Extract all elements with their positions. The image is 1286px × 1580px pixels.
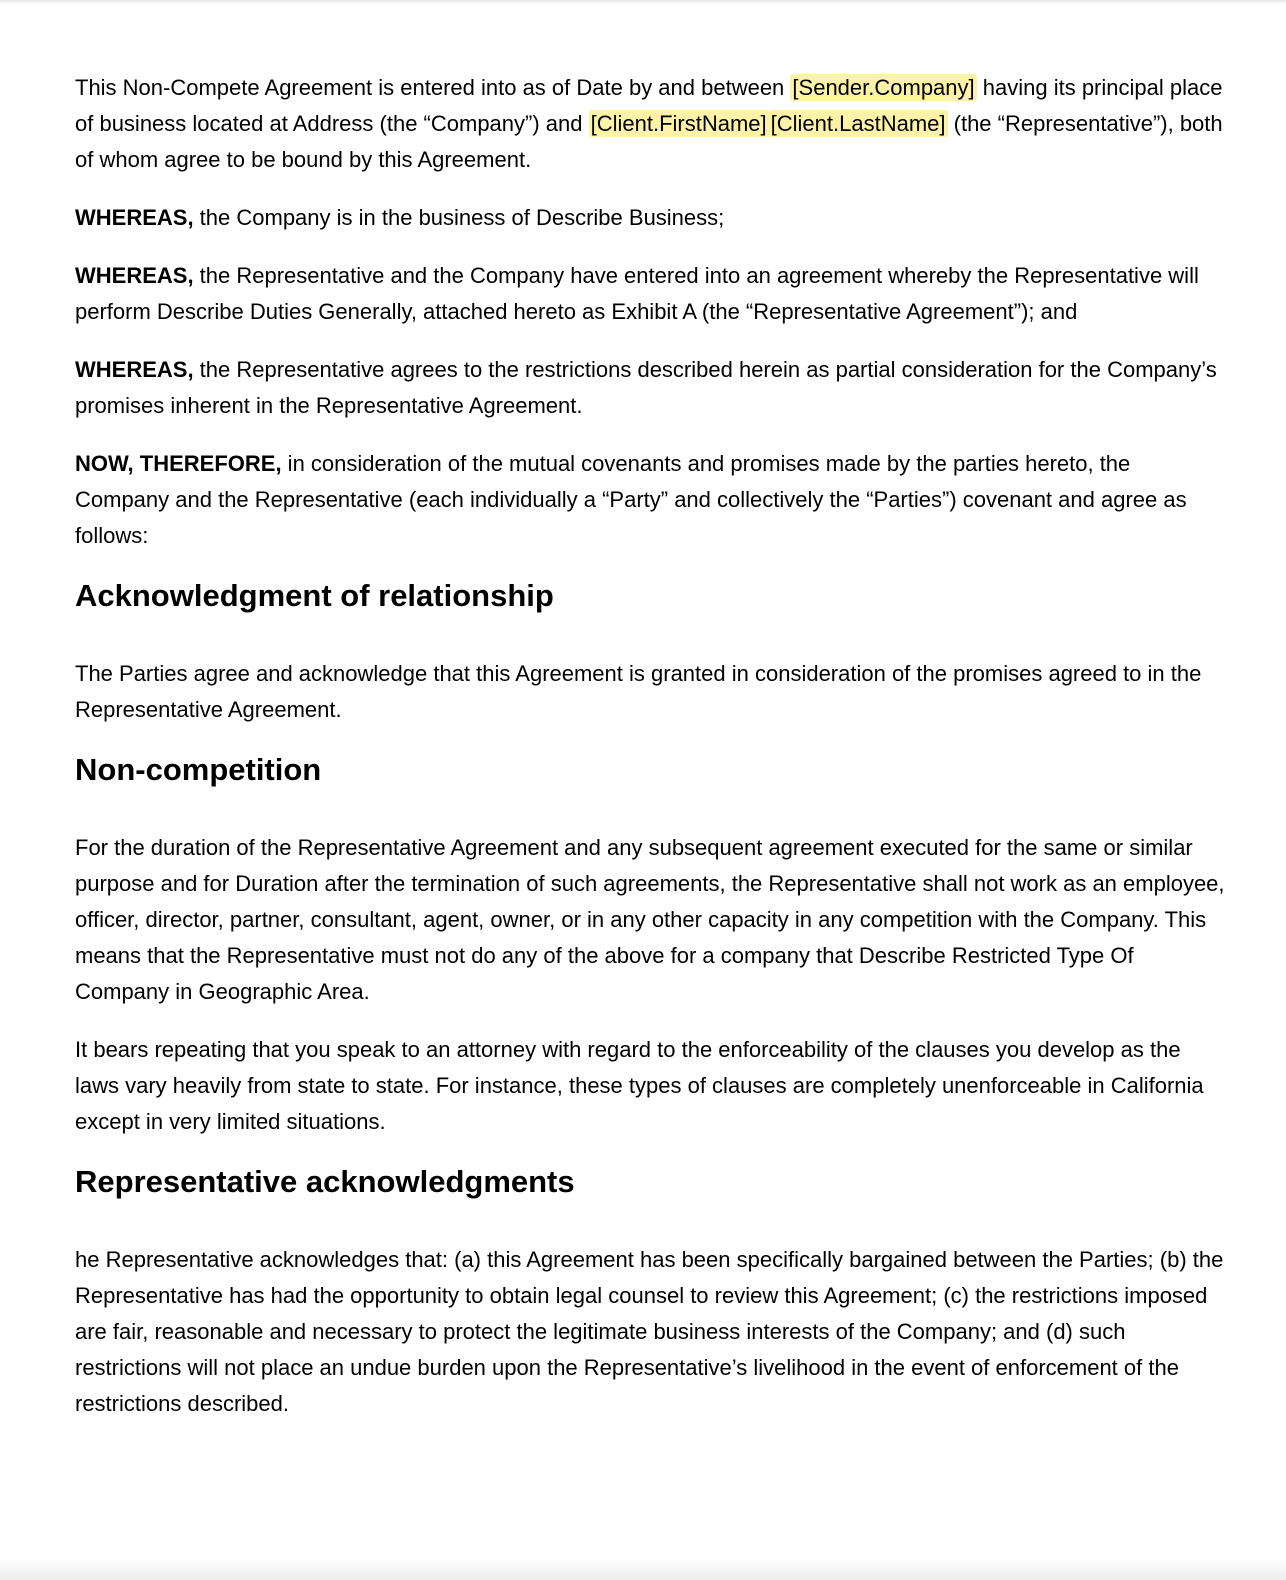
sender-company-field[interactable]: [Sender.Company] — [792, 75, 975, 100]
whereas-text: the Representative and the Company have entered into an agreement whereby the Representative will perform Describe Duties Generally, attached hereto as Exhibit A (the “Representative Agreement”); and — [75, 263, 1199, 324]
client-lastname-field[interactable]: [Client.LastName] — [770, 111, 946, 136]
top-edge-shadow — [0, 0, 1286, 4]
document-page — [75, 70, 1225, 1444]
now-therefore-label: NOW, THEREFORE, — [75, 451, 282, 476]
whereas-label: WHEREAS, — [75, 205, 194, 230]
section-paragraph: he Representative acknowledges that: (a) this Agreement has been specifically bargained between the Parties; (b) the Representative has had the opportunity to obtain legal counsel to review this Agreement; (c) the restrictions imposed are fair, reasonable and necessary to protect the legitimate business interests of the Company; and (d) such restrictions will not place an undue burden upon the Representative’s livelihood in the event of enforcement of the restrictions described. — [75, 1247, 1224, 1416]
intro-paragraph — [75, 70, 1225, 178]
section-heading-acknowledgment: Acknowledgment of relationship — [75, 578, 554, 613]
section-heading-representative-acknowledgments: Representative acknowledgments — [75, 1164, 575, 1199]
whereas-text: the Representative agrees to the restrictions described herein as partial consideration for the Company’s promises inherent in the Representative Agreement. — [75, 357, 1217, 418]
section-paragraph: The Parties agree and acknowledge that this Agreement is granted in consideration of the promises agreed to in the Representative Agreement. — [75, 661, 1202, 722]
whereas-label: WHEREAS, — [75, 357, 194, 382]
now-therefore-text: in consideration of the mutual covenants and promises made by the parties hereto, the Company and the Representative (each individually a “Party” and collectively the “Parties”) covenant and agree as follows: — [75, 451, 1187, 548]
intro-text: having its principal place of business located at Address (the “Company”) and — [75, 75, 1223, 136]
section-paragraph: For the duration of the Representative Agreement and any subsequent agreement executed for the same or similar purpose and for Duration after the termination of such agreements, the Representative shall not work as an employee, officer, director, partner, consultant, agent, owner, or in any other capacity in any competition with the Company. This means that the Representative must not do any of the above for a company that Describe Restricted Type Of Company in Geographic Area. — [75, 835, 1225, 1004]
intro-text: (the “Representative”), both of whom agree to be bound by this Agreement. — [75, 111, 1223, 172]
section-paragraph: It bears repeating that you speak to an attorney with regard to the enforceability of the clauses you develop as the laws vary heavily from state to state. For instance, these types of clauses are completely unenforceable in California except in very limited situations. — [75, 1037, 1204, 1134]
whereas-text: the Company is in the business of Describe Business; — [193, 205, 725, 230]
bottom-edge-shadow — [0, 1558, 1286, 1580]
whereas-paragraph-3 — [75, 352, 1225, 424]
intro-text: This Non-Compete Agreement is entered into as of Date by and between — [75, 75, 791, 100]
whereas-paragraph-2 — [75, 258, 1225, 330]
now-therefore-paragraph — [75, 446, 1225, 554]
whereas-label: WHEREAS, — [75, 263, 194, 288]
section-heading-non-competition: Non-competition — [75, 752, 322, 787]
client-firstname-field[interactable]: [Client.FirstName] — [590, 111, 767, 136]
whereas-paragraph-1 — [75, 200, 1225, 236]
